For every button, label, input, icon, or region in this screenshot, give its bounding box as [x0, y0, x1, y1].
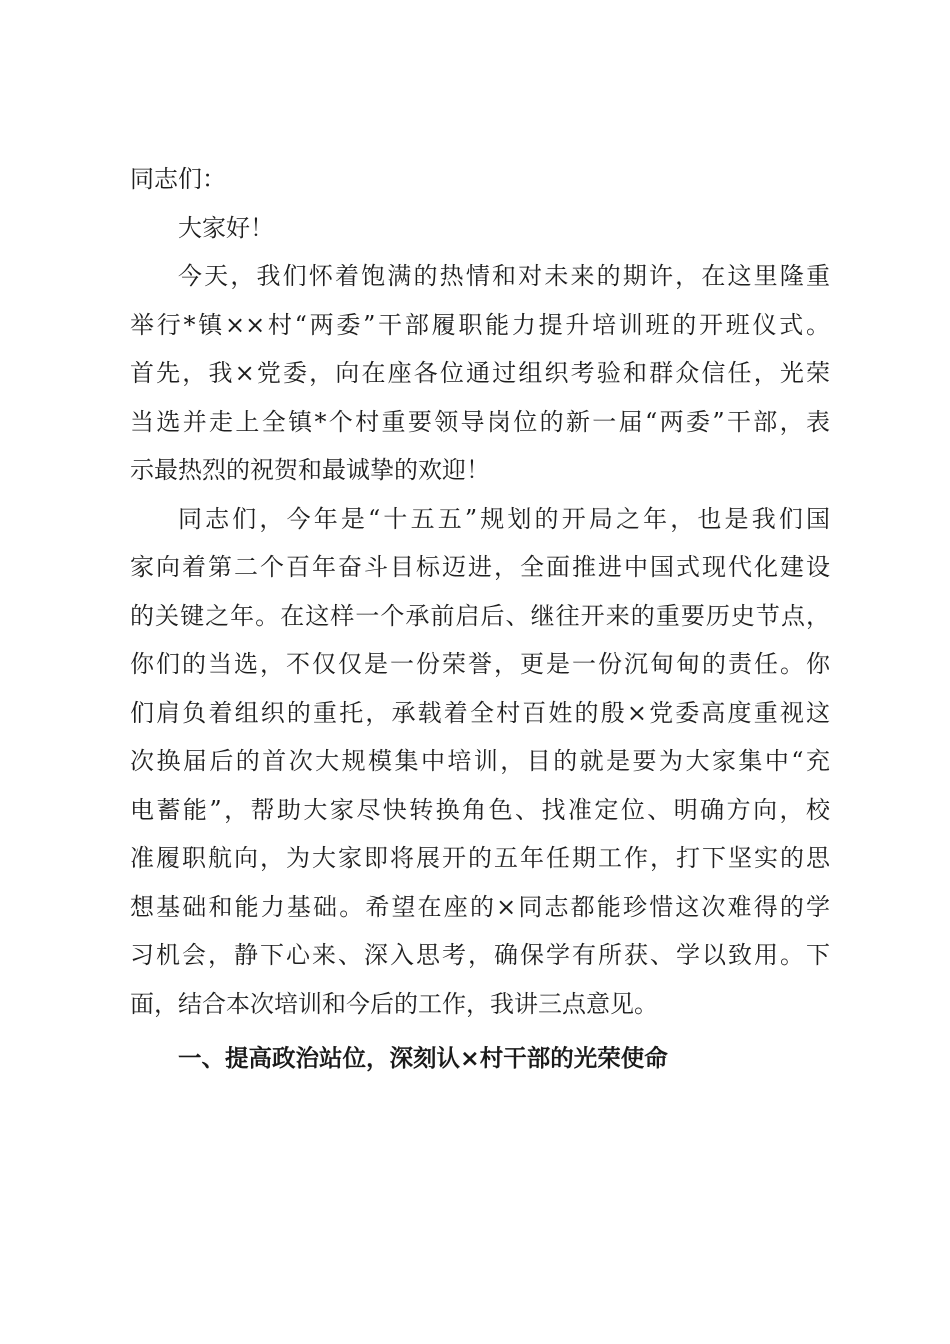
paragraph-line: 同志们，今年是“十五五”规划的开局之年，也是我们国 — [178, 504, 830, 533]
paragraph-line: 家向着第二个百年奋斗目标迈进，全面推进中国式现代化建设 — [130, 553, 830, 581]
paragraph-line: 示最热烈的祝贺和最诚挚的欢迎！ — [130, 456, 490, 484]
paragraph-line: 当选并走上全镇*个村重要领导岗位的新一届“两委”干部，表 — [130, 407, 830, 436]
paragraph-line: 的关键之年。在这样一个承前启后、继往开来的重要历史节点， — [130, 601, 830, 630]
greeting: 大家好！ — [178, 213, 274, 242]
paragraph-line: 想基础和能力基础。希望在座的×同志都能珍惜这次难得的学 — [130, 892, 830, 921]
salutation: 同志们： — [130, 165, 226, 193]
paragraph-line: 面，结合本次培训和今后的工作，我讲三点意见。 — [130, 989, 658, 1018]
paragraph-opening — [130, 252, 830, 495]
paragraph-line: 次换届后的首次大规模集中培训，目的就是要为大家集中“充 — [130, 747, 830, 775]
section-heading: 一、提高政治站位，深刻认×村干部的光荣使命 — [178, 1044, 668, 1072]
paragraph-line: 们肩负着组织的重托，承载着全村百姓的殷×党委高度重视这 — [130, 698, 830, 727]
paragraph-context — [130, 495, 830, 1029]
paragraph-line: 电蓄能”，帮助大家尽快转换角色、找准定位、明确方向，校 — [130, 795, 830, 824]
paragraph-line: 今天，我们怀着饱满的热情和对未来的期许，在这里隆重 — [178, 262, 830, 290]
paragraph-line: 你们的当选，不仅仅是一份荣誉，更是一份沉甸甸的责任。你 — [130, 650, 830, 678]
paragraph-line: 举行*镇××村“两委”干部履职能力提升培训班的开班仪式。 — [130, 310, 830, 339]
paragraph-line: 准履职航向，为大家即将展开的五年任期工作，打下坚实的思 — [130, 844, 830, 872]
paragraph-line: 首先，我×党委，向在座各位通过组织考验和群众信任，光荣 — [130, 359, 830, 387]
paragraph-line: 习机会，静下心来、深入思考，确保学有所获、学以致用。下 — [130, 941, 830, 969]
speech-text — [130, 155, 830, 1083]
